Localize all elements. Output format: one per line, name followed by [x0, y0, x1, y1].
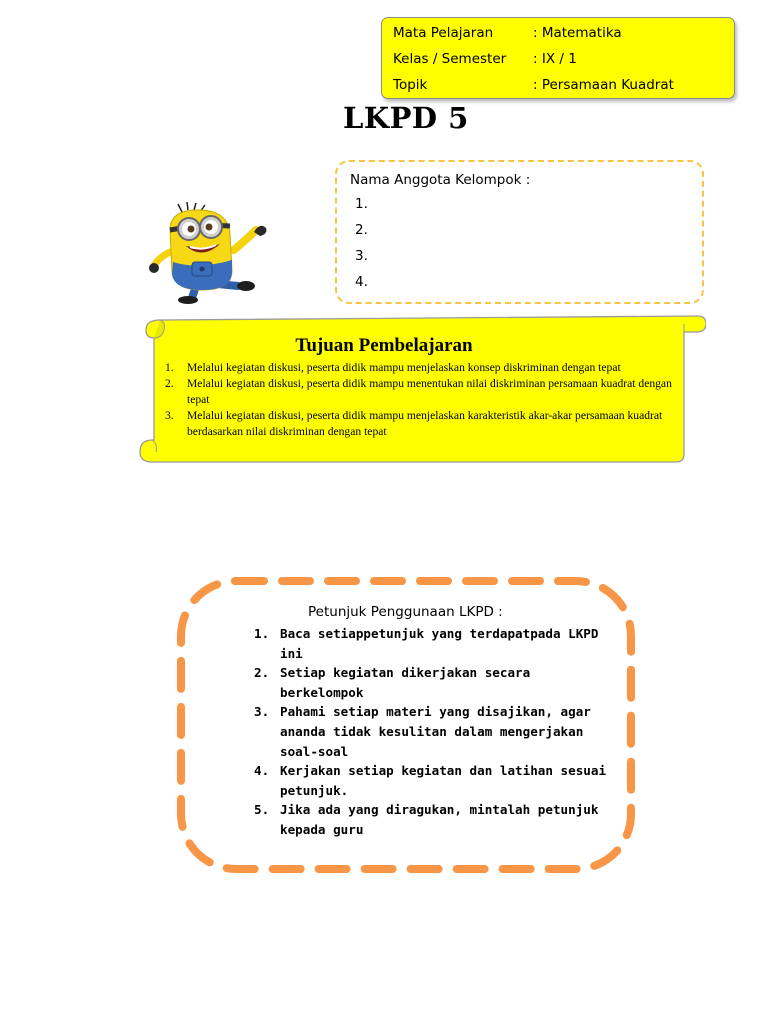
list-item — [254, 624, 616, 663]
group-members-box — [335, 160, 704, 304]
info-label: Kelas / Semester — [393, 51, 507, 67]
step-number: 1. — [254, 626, 270, 641]
list-item — [162, 376, 682, 408]
learning-goals-list — [162, 360, 682, 440]
list-item — [254, 702, 616, 761]
step-number: 5. — [254, 802, 270, 818]
minion-illustration — [148, 200, 293, 305]
info-label: Topik — [393, 77, 428, 93]
list-item — [162, 360, 682, 376]
goal-text: Melalui kegiatan diskusi, peserta didik mampu menjelaskan karakteristik akar-akar persamaan kuadrat berdasarkan nilai diskriminan dengan tepat — [187, 409, 663, 438]
goal-text: Melalui kegiatan diskusi, peserta didik mampu menjelaskan konsep diskriminan dengan tepat — [187, 361, 621, 374]
goal-number: 3. — [165, 409, 174, 422]
subject-info-box — [381, 17, 735, 99]
step-number: 4. — [254, 763, 270, 779]
step-text: Kerjakan setiap kegiatan dan latihan sesuai petunjuk. — [280, 763, 607, 798]
step-text: Jika ada yang diragukan, mintalah petunjuk kepada guru — [280, 802, 599, 837]
goal-text: Melalui kegiatan diskusi, peserta didik mampu menentukan nilai diskriminan persamaan kuadrat dengan tepat — [187, 377, 672, 406]
learning-goals-title: Tujuan Pembelajaran — [295, 335, 473, 356]
step-number: 2. — [254, 665, 270, 681]
page-title: LKPD 5 — [343, 101, 469, 135]
group-members-title: Nama Anggota Kelompok : — [350, 172, 531, 188]
step-text: Baca setiappetunjuk yang terdapatpada LKPD ini — [280, 626, 599, 661]
member-number: 1. — [355, 196, 368, 212]
member-number: 3. — [355, 248, 368, 264]
info-value: : Matematika — [533, 25, 622, 41]
info-label: Mata Pelajaran — [393, 25, 494, 41]
member-number: 2. — [355, 222, 368, 238]
member-number: 4. — [355, 274, 368, 290]
step-text: Setiap kegiatan dikerjakan secara berkelompok — [280, 665, 531, 700]
step-text: Pahami setiap materi yang disajikan, agar ananda tidak kesulitan dalam mengerjakan soal-soal — [280, 704, 591, 759]
step-number: 3. — [254, 704, 270, 720]
goal-number: 1. — [165, 361, 174, 374]
info-value: : Persamaan Kuadrat — [533, 77, 674, 93]
list-item — [162, 408, 682, 440]
instructions-list — [254, 624, 616, 840]
info-value: : IX / 1 — [533, 51, 577, 67]
instructions-title: Petunjuk Penggunaan LKPD : — [308, 604, 503, 620]
goal-number: 2. — [165, 377, 174, 390]
list-item — [254, 663, 616, 702]
list-item — [254, 761, 616, 800]
list-item — [254, 800, 616, 839]
